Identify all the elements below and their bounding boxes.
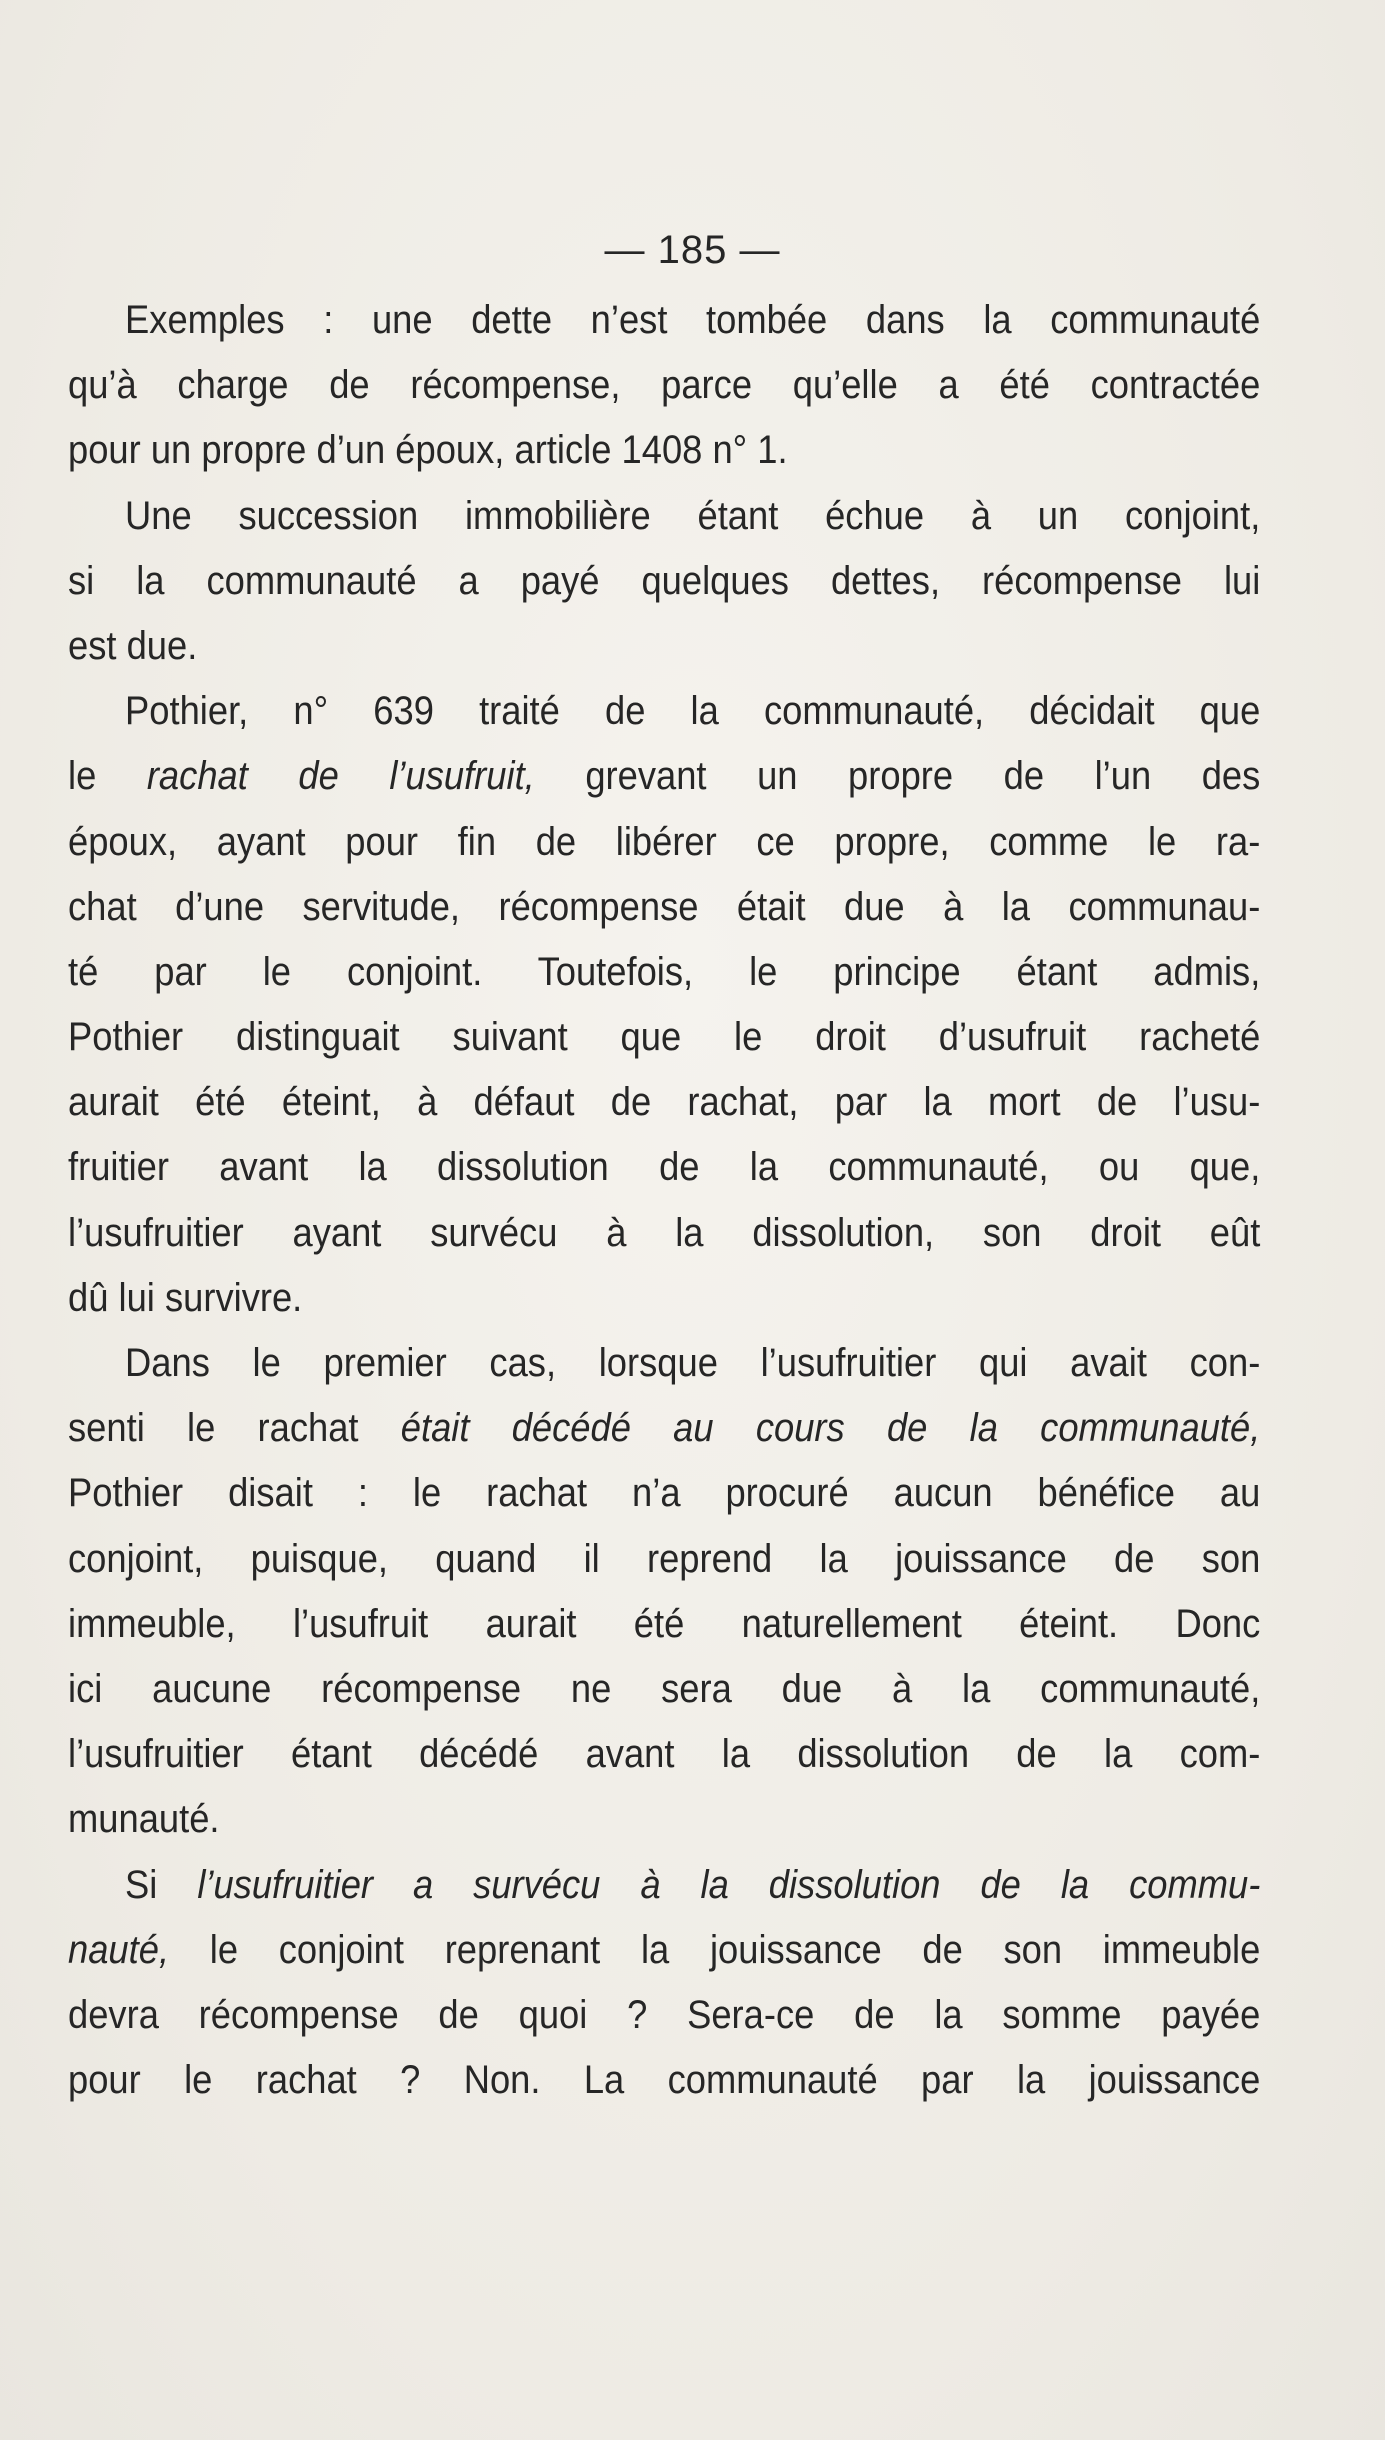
text-line [68, 940, 1260, 1005]
text-line [68, 1592, 1260, 1657]
text-segment: munauté. [68, 1797, 220, 1842]
text-line [68, 614, 1260, 679]
text-segment: grevant un propre de l’un des [534, 754, 1261, 799]
text-segment: est due. [68, 623, 198, 668]
text-line [68, 1135, 1260, 1200]
text-segment: Dans le premier cas, lorsque l’usufruitier qui avait con- [125, 1341, 1261, 1385]
text-segment: le conjoint reprenant la jouissance de son immeuble [169, 1927, 1261, 1972]
italic-segment: rachat de l’usufruit, [146, 754, 535, 799]
text-line [68, 1331, 1260, 1396]
text-line [68, 1527, 1260, 1592]
text-segment: conjoint, puisque, quand il reprend la jouissance de son [68, 1536, 1261, 1581]
text-line [68, 288, 1260, 353]
italic-segment: nauté, [68, 1927, 170, 1972]
text-segment: aurait été éteint, à défaut de rachat, par la mort de l’usu- [68, 1080, 1261, 1125]
text-line [68, 353, 1260, 418]
text-line [68, 1787, 1260, 1852]
text-line [68, 1657, 1260, 1722]
text-line [68, 2048, 1260, 2113]
text-line [68, 744, 1260, 809]
text-line [68, 875, 1260, 940]
italic-segment: était décédé au cours de la communauté, [400, 1406, 1261, 1451]
text-segment: Pothier, n° 639 traité de la communauté, décidait que [125, 689, 1261, 734]
text-line [68, 1005, 1260, 1070]
text-segment: immeuble, l’usufruit aurait été naturellement éteint. Donc [68, 1601, 1261, 1646]
italic-segment: l’usufruitier a survécu à la dissolution de la commu- [197, 1862, 1261, 1907]
text-line [68, 1722, 1260, 1787]
text-segment: chat d’une servitude, récompense était due à la communau- [68, 884, 1261, 929]
text-line [68, 1070, 1260, 1135]
text-segment: devra récompense de quoi ? Sera-ce de la somme payée [68, 1992, 1261, 2037]
text-segment: le [68, 754, 147, 799]
text-segment: senti le rachat [68, 1406, 401, 1451]
text-line [68, 1461, 1260, 1526]
text-line [68, 1396, 1260, 1461]
text-segment: fruitier avant la dissolution de la communauté, ou que, [68, 1145, 1261, 1190]
text-line [68, 1201, 1260, 1266]
text-line [68, 549, 1260, 614]
text-line [68, 418, 1260, 483]
text-segment: l’usufruitier étant décédé avant la dissolution de la com- [68, 1732, 1261, 1777]
text-line [68, 679, 1260, 744]
text-segment: époux, ayant pour fin de libérer ce propre, comme le ra- [68, 819, 1261, 864]
text-segment: Exemples : une dette n’est tombée dans la communauté [125, 298, 1261, 342]
text-segment: l’usufruitier ayant survécu à la dissolution, son droit eût [68, 1210, 1261, 1255]
text-line [68, 1853, 1260, 1918]
text-segment: Pothier disait : le rachat n’a procuré aucun bénéfice au [68, 1471, 1261, 1516]
text-segment: ici aucune récompense ne sera due à la communauté, [68, 1666, 1261, 1711]
body-text [68, 288, 1260, 2113]
text-segment: dû lui survivre. [68, 1275, 303, 1320]
text-line [68, 484, 1260, 549]
text-segment: Pothier distinguait suivant que le droit d’usufruit racheté [68, 1015, 1261, 1060]
text-line [68, 1983, 1260, 2048]
text-segment: si la communauté a payé quelques dettes, récompense lui [68, 558, 1261, 603]
text-segment: pour le rachat ? Non. La communauté par la jouissance [68, 2058, 1261, 2103]
page-number: — 185 — [604, 228, 781, 272]
text-segment: Si [125, 1862, 198, 1907]
text-segment: té par le conjoint. Toutefois, le principe étant admis, [68, 949, 1261, 994]
text-segment: pour un propre d’un époux, article 1408 n° 1. [68, 428, 788, 473]
text-line [68, 810, 1260, 875]
text-line [68, 1266, 1260, 1331]
text-segment: Une succession immobilière étant échue à un conjoint, [125, 493, 1261, 538]
text-line [68, 1918, 1260, 1983]
text-segment: qu’à charge de récompense, parce qu’elle a été contractée [68, 363, 1261, 408]
